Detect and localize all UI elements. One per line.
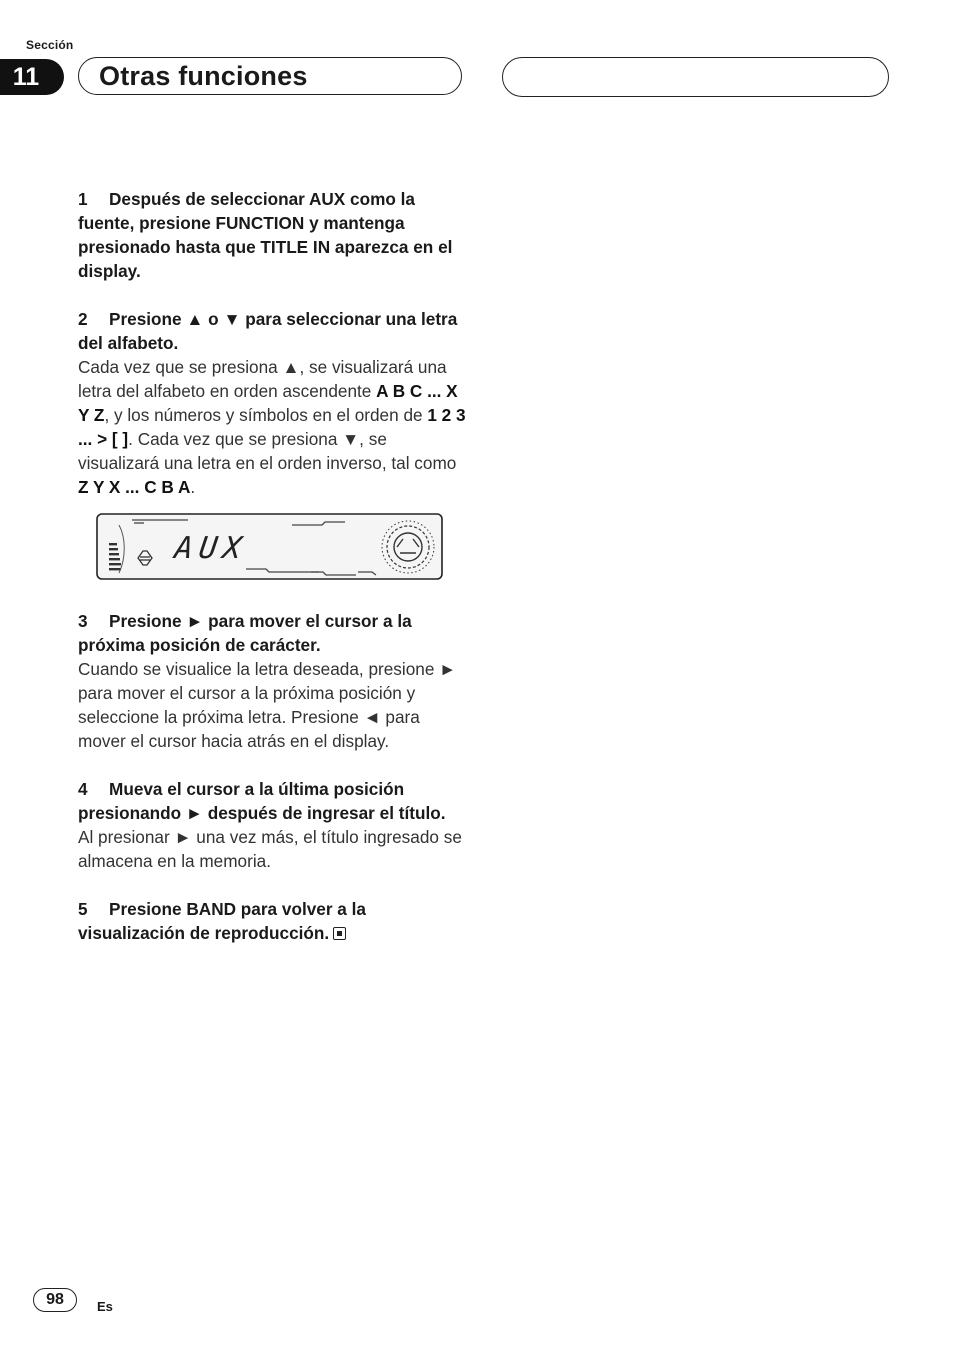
body-text: .: [190, 477, 196, 497]
lcd-text: AUX: [172, 531, 250, 566]
step-heading: [78, 897, 466, 945]
step-body: Al presionar ► una vez más, el título ingresado se almacena en la memoria.: [78, 827, 462, 871]
page-title: Otras funciones: [99, 61, 308, 91]
step-3: [78, 609, 466, 753]
step-heading: [78, 609, 466, 657]
step-heading: [78, 307, 466, 355]
instructions: [78, 187, 466, 969]
body-bold: A B C ... X Y Z: [78, 381, 458, 425]
step-2: [78, 307, 466, 499]
step-heading-text: Presione ► para mover el cursor a la próxima posición de carácter.: [78, 611, 412, 655]
section-number-badge: 11: [0, 59, 64, 95]
step-heading: [78, 777, 466, 825]
step-heading-text: Presione BAND para volver a la visualización de reproducción.: [78, 899, 366, 943]
step-number: 2: [78, 309, 88, 329]
step-number: 1: [78, 189, 88, 209]
step-heading-text: Presione ▲ o ▼ para seleccionar una letra del alfabeto.: [78, 309, 458, 353]
step-4: [78, 777, 466, 873]
step-heading: [78, 187, 466, 283]
body-bold: 1 2 3 ... > [ ]: [78, 405, 466, 449]
step-number: 3: [78, 611, 88, 631]
section-label: Sección: [26, 38, 74, 52]
body-text: . Cada vez que se presiona ▼, se visualizará una letra en el orden inverso, tal como: [78, 429, 457, 473]
lcd-display-illustration: [96, 513, 444, 581]
step-body: Cuando se visualice la letra deseada, presione ► para mover el cursor a la próxima posición y seleccione la próxima letra. Presione ◄ para mover el cursor hacia atrás en el display.: [78, 659, 457, 751]
step-5: [78, 897, 466, 945]
body-bold: Z Y X ... C B A: [78, 477, 191, 497]
step-1: [78, 187, 466, 283]
step-heading-text: Después de seleccionar AUX como la fuente, presione FUNCTION y mantenga presionado hasta que TITLE IN aparezca en el display.: [78, 189, 453, 281]
language-code: Es: [97, 1299, 113, 1314]
body-text: Cada vez que se presiona ▲, se visualizará una letra del alfabeto en orden ascendente: [78, 357, 447, 401]
step-number: 5: [78, 899, 88, 919]
header-empty-pill: [502, 57, 889, 97]
page-number: 98: [33, 1288, 77, 1312]
step-heading-text: Mueva el cursor a la última posición presionando ► después de ingresar el título.: [78, 779, 446, 823]
stop-square-icon: [333, 927, 346, 940]
body-text: , y los números y símbolos en el orden de: [104, 405, 428, 425]
step-body: [78, 355, 466, 499]
step-number: 4: [78, 779, 88, 799]
title-pill: [78, 57, 462, 95]
